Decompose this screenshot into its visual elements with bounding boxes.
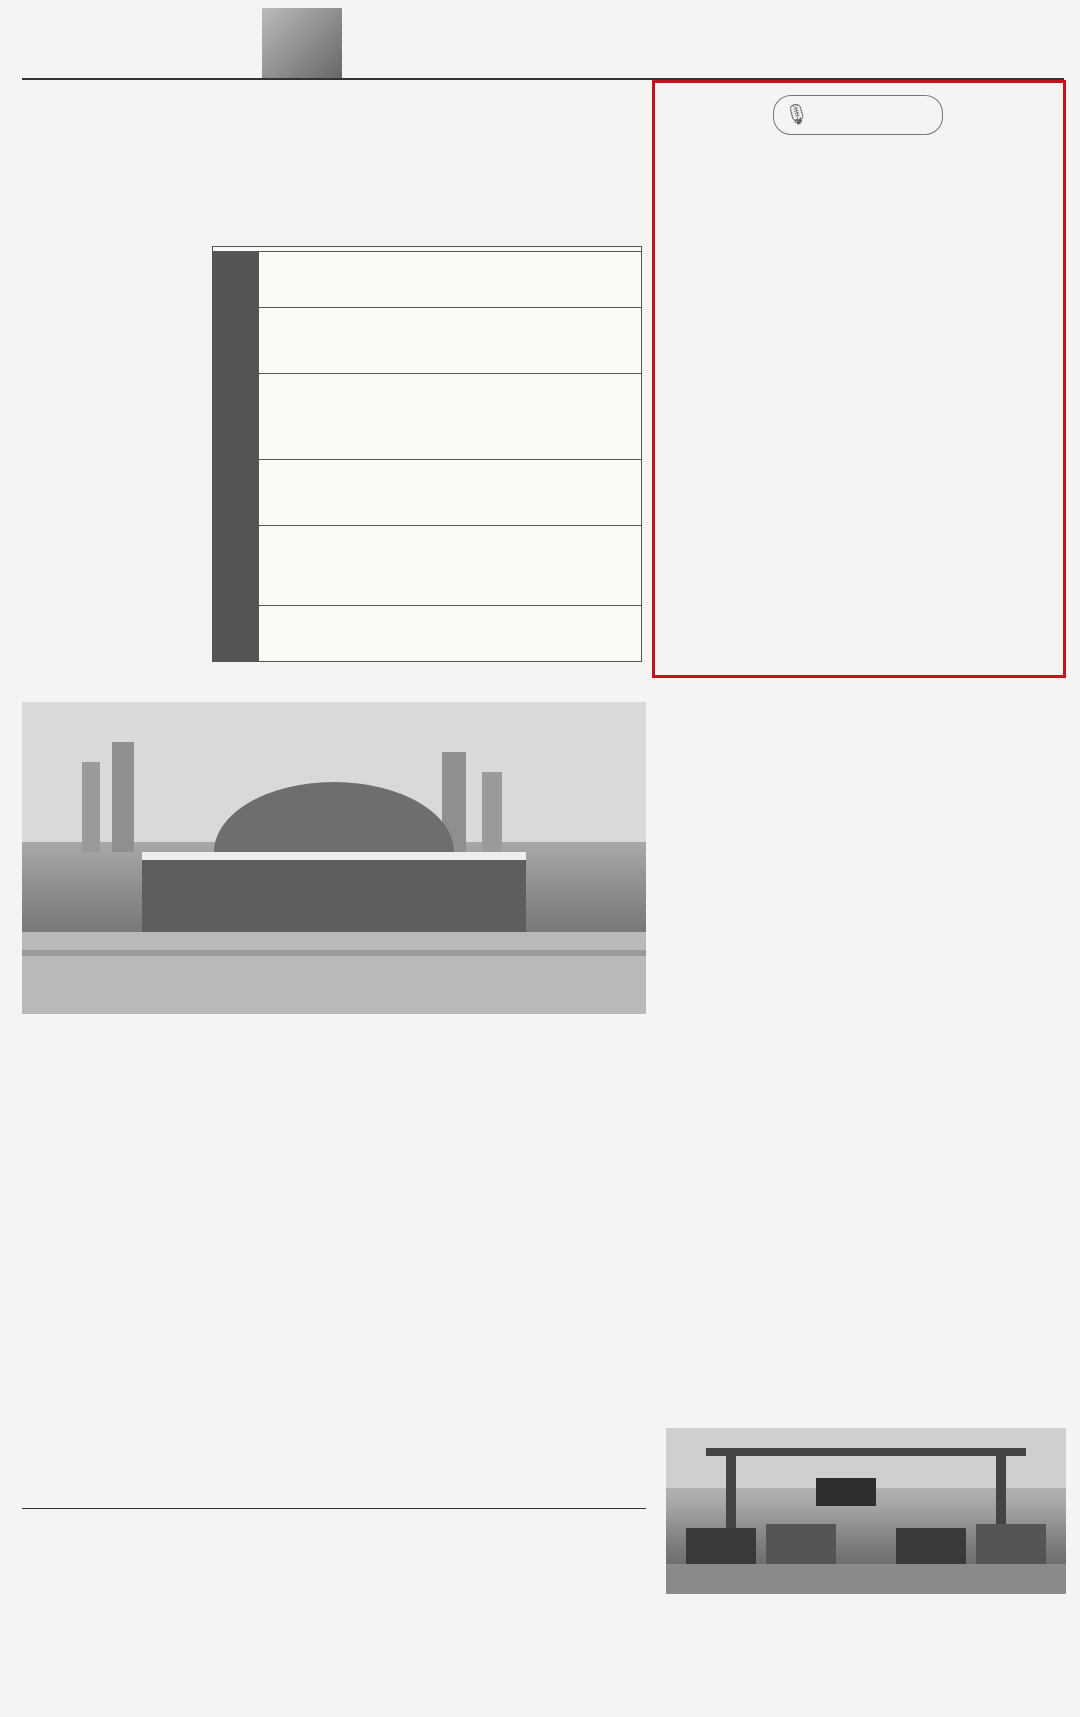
article2-body2-cont — [232, 1368, 428, 1498]
shenyang-release-box — [652, 80, 1066, 678]
page-header — [0, 0, 1080, 84]
release-banner — [773, 95, 943, 135]
article2-body3 — [442, 1170, 642, 1474]
article2-body2 — [232, 1176, 428, 1364]
station-photo — [22, 702, 646, 1014]
article3-rule — [22, 1508, 646, 1509]
freight-photo — [666, 1428, 1066, 1594]
box-row-text — [259, 308, 641, 373]
article3-body — [22, 1562, 646, 1712]
box-row — [213, 525, 641, 605]
box-row — [213, 251, 641, 307]
box-row-text — [259, 252, 641, 307]
redbox-body — [665, 195, 1055, 665]
article2-body1 — [22, 1176, 218, 1516]
box-row — [213, 373, 641, 459]
article2-col3 — [442, 1170, 642, 1474]
article2-col1 — [22, 1170, 218, 1516]
article1-info-box — [212, 246, 642, 662]
box-row-label — [213, 526, 259, 605]
box-row-label — [213, 374, 259, 459]
box-row — [213, 307, 641, 373]
box-row — [213, 605, 641, 661]
station-photo-image — [22, 702, 646, 1014]
box-row-text — [259, 606, 641, 661]
article1-body — [28, 250, 202, 660]
box-row-text — [259, 526, 641, 605]
article2-col2 — [232, 1170, 428, 1498]
box-row-label — [213, 460, 259, 525]
box-row-text — [259, 374, 641, 459]
box-row-label — [213, 252, 259, 307]
box-row — [213, 459, 641, 525]
box-row-label — [213, 606, 259, 661]
article1-left-column — [28, 246, 202, 660]
article4-body — [654, 724, 1064, 1414]
microphone-icon: 🎙 — [784, 102, 810, 126]
box-row-label — [213, 308, 259, 373]
box-row-text — [259, 460, 641, 525]
page-number — [262, 8, 342, 80]
box-table — [213, 251, 641, 661]
freight-photo-image — [666, 1428, 1066, 1594]
